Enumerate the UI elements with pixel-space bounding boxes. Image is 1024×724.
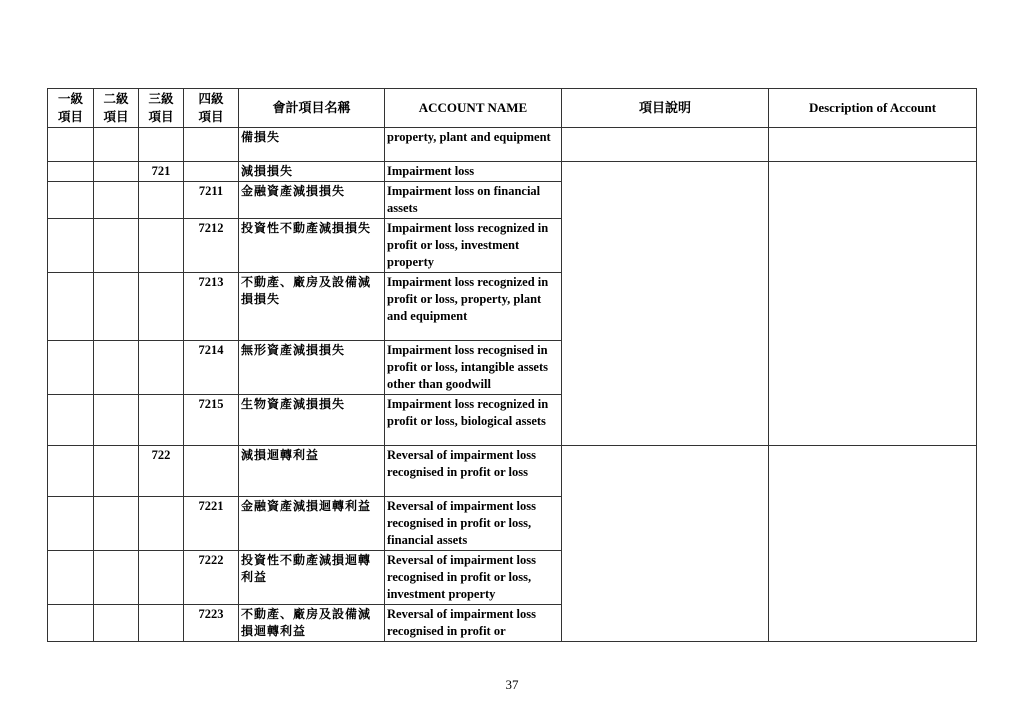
level3-cell xyxy=(139,182,184,219)
level3-cell xyxy=(139,273,184,341)
level3-cell xyxy=(139,395,184,446)
zh-name-cell: 金融資產減損迴轉利益 xyxy=(239,497,385,551)
header-level3: 三級 項目 xyxy=(139,89,184,128)
en-name-cell: Impairment loss recognized in profit or loss, investment property xyxy=(385,219,562,273)
zh-name-cell: 不動產、廠房及設備減損損失 xyxy=(239,273,385,341)
en-name-cell: Impairment loss recognized in profit or loss, biological assets xyxy=(385,395,562,446)
zh-name-cell: 生物資產減損損失 xyxy=(239,395,385,446)
table-body xyxy=(48,128,977,642)
en-name-cell: property, plant and equipment xyxy=(385,128,562,162)
zh-desc-cell xyxy=(562,128,769,162)
table-row xyxy=(48,162,977,182)
header-zh-desc: 項目說明 xyxy=(562,89,769,128)
zh-name-cell: 投資性不動產減損損失 xyxy=(239,219,385,273)
header-en-name: ACCOUNT NAME xyxy=(385,89,562,128)
zh-name-cell: 金融資產減損損失 xyxy=(239,182,385,219)
zh-name-cell: 不動產、廠房及設備減損迴轉利益 xyxy=(239,605,385,642)
level2-cell xyxy=(94,446,139,497)
level2-cell xyxy=(94,497,139,551)
level1-cell xyxy=(48,551,94,605)
level2-cell xyxy=(94,341,139,395)
level4-cell xyxy=(184,128,239,162)
level2-cell xyxy=(94,128,139,162)
zh-name-cell: 投資性不動產減損迴轉利益 xyxy=(239,551,385,605)
zh-name-cell: 備損失 xyxy=(239,128,385,162)
level3-cell: 721 xyxy=(139,162,184,182)
level3-cell xyxy=(139,497,184,551)
level2-cell xyxy=(94,273,139,341)
en-desc-cell xyxy=(769,446,977,642)
header-level4: 四級 項目 xyxy=(184,89,239,128)
level4-cell: 7222 xyxy=(184,551,239,605)
level1-cell xyxy=(48,182,94,219)
en-name-cell: Reversal of impairment loss recognised in profit or loss, financial assets xyxy=(385,497,562,551)
zh-desc-cell xyxy=(562,162,769,446)
en-name-cell: Reversal of impairment loss recognised in profit or loss, investment property xyxy=(385,551,562,605)
level2-cell xyxy=(94,182,139,219)
header-row xyxy=(48,89,977,128)
level4-cell: 7223 xyxy=(184,605,239,642)
page-number: 37 xyxy=(505,677,519,692)
level4-cell: 7215 xyxy=(184,395,239,446)
level1-cell xyxy=(48,605,94,642)
level2-cell xyxy=(94,395,139,446)
table-row xyxy=(48,128,977,162)
level3-cell xyxy=(139,219,184,273)
header-level1: 一級 項目 xyxy=(48,89,94,128)
level2-cell xyxy=(94,605,139,642)
zh-name-cell: 無形資產減損損失 xyxy=(239,341,385,395)
level2-cell xyxy=(94,219,139,273)
header-level2: 二級 項目 xyxy=(94,89,139,128)
table-row xyxy=(48,446,977,497)
level1-cell xyxy=(48,128,94,162)
level1-cell xyxy=(48,162,94,182)
level1-cell xyxy=(48,446,94,497)
en-name-cell: Reversal of impairment loss recognised in profit or xyxy=(385,605,562,642)
level2-cell xyxy=(94,162,139,182)
level3-cell xyxy=(139,605,184,642)
en-name-cell: Impairment loss xyxy=(385,162,562,182)
level4-cell: 7214 xyxy=(184,341,239,395)
level3-cell xyxy=(139,341,184,395)
en-desc-cell xyxy=(769,128,977,162)
en-name-cell: Impairment loss on financial assets xyxy=(385,182,562,219)
zh-name-cell: 減損迴轉利益 xyxy=(239,446,385,497)
level1-cell xyxy=(48,341,94,395)
level4-cell xyxy=(184,162,239,182)
level4-cell: 7213 xyxy=(184,273,239,341)
level4-cell: 7211 xyxy=(184,182,239,219)
level2-cell xyxy=(94,551,139,605)
level3-cell xyxy=(139,128,184,162)
level3-cell: 722 xyxy=(139,446,184,497)
level1-cell xyxy=(48,273,94,341)
level3-cell xyxy=(139,551,184,605)
header-zh-name: 會計項目名稱 xyxy=(239,89,385,128)
zh-name-cell: 減損損失 xyxy=(239,162,385,182)
en-desc-cell xyxy=(769,162,977,446)
zh-desc-cell xyxy=(562,446,769,642)
en-name-cell: Impairment loss recognized in profit or loss, property, plant and equipment xyxy=(385,273,562,341)
level1-cell xyxy=(48,219,94,273)
level4-cell: 7212 xyxy=(184,219,239,273)
level1-cell xyxy=(48,395,94,446)
level4-cell xyxy=(184,446,239,497)
en-name-cell: Impairment loss recognised in profit or loss, intangible assets other than goodwill xyxy=(385,341,562,395)
level4-cell: 7221 xyxy=(184,497,239,551)
en-name-cell: Reversal of impairment loss recognised in profit or loss xyxy=(385,446,562,497)
account-table xyxy=(47,88,977,642)
level1-cell xyxy=(48,497,94,551)
header-en-desc: Description of Account xyxy=(769,89,977,128)
